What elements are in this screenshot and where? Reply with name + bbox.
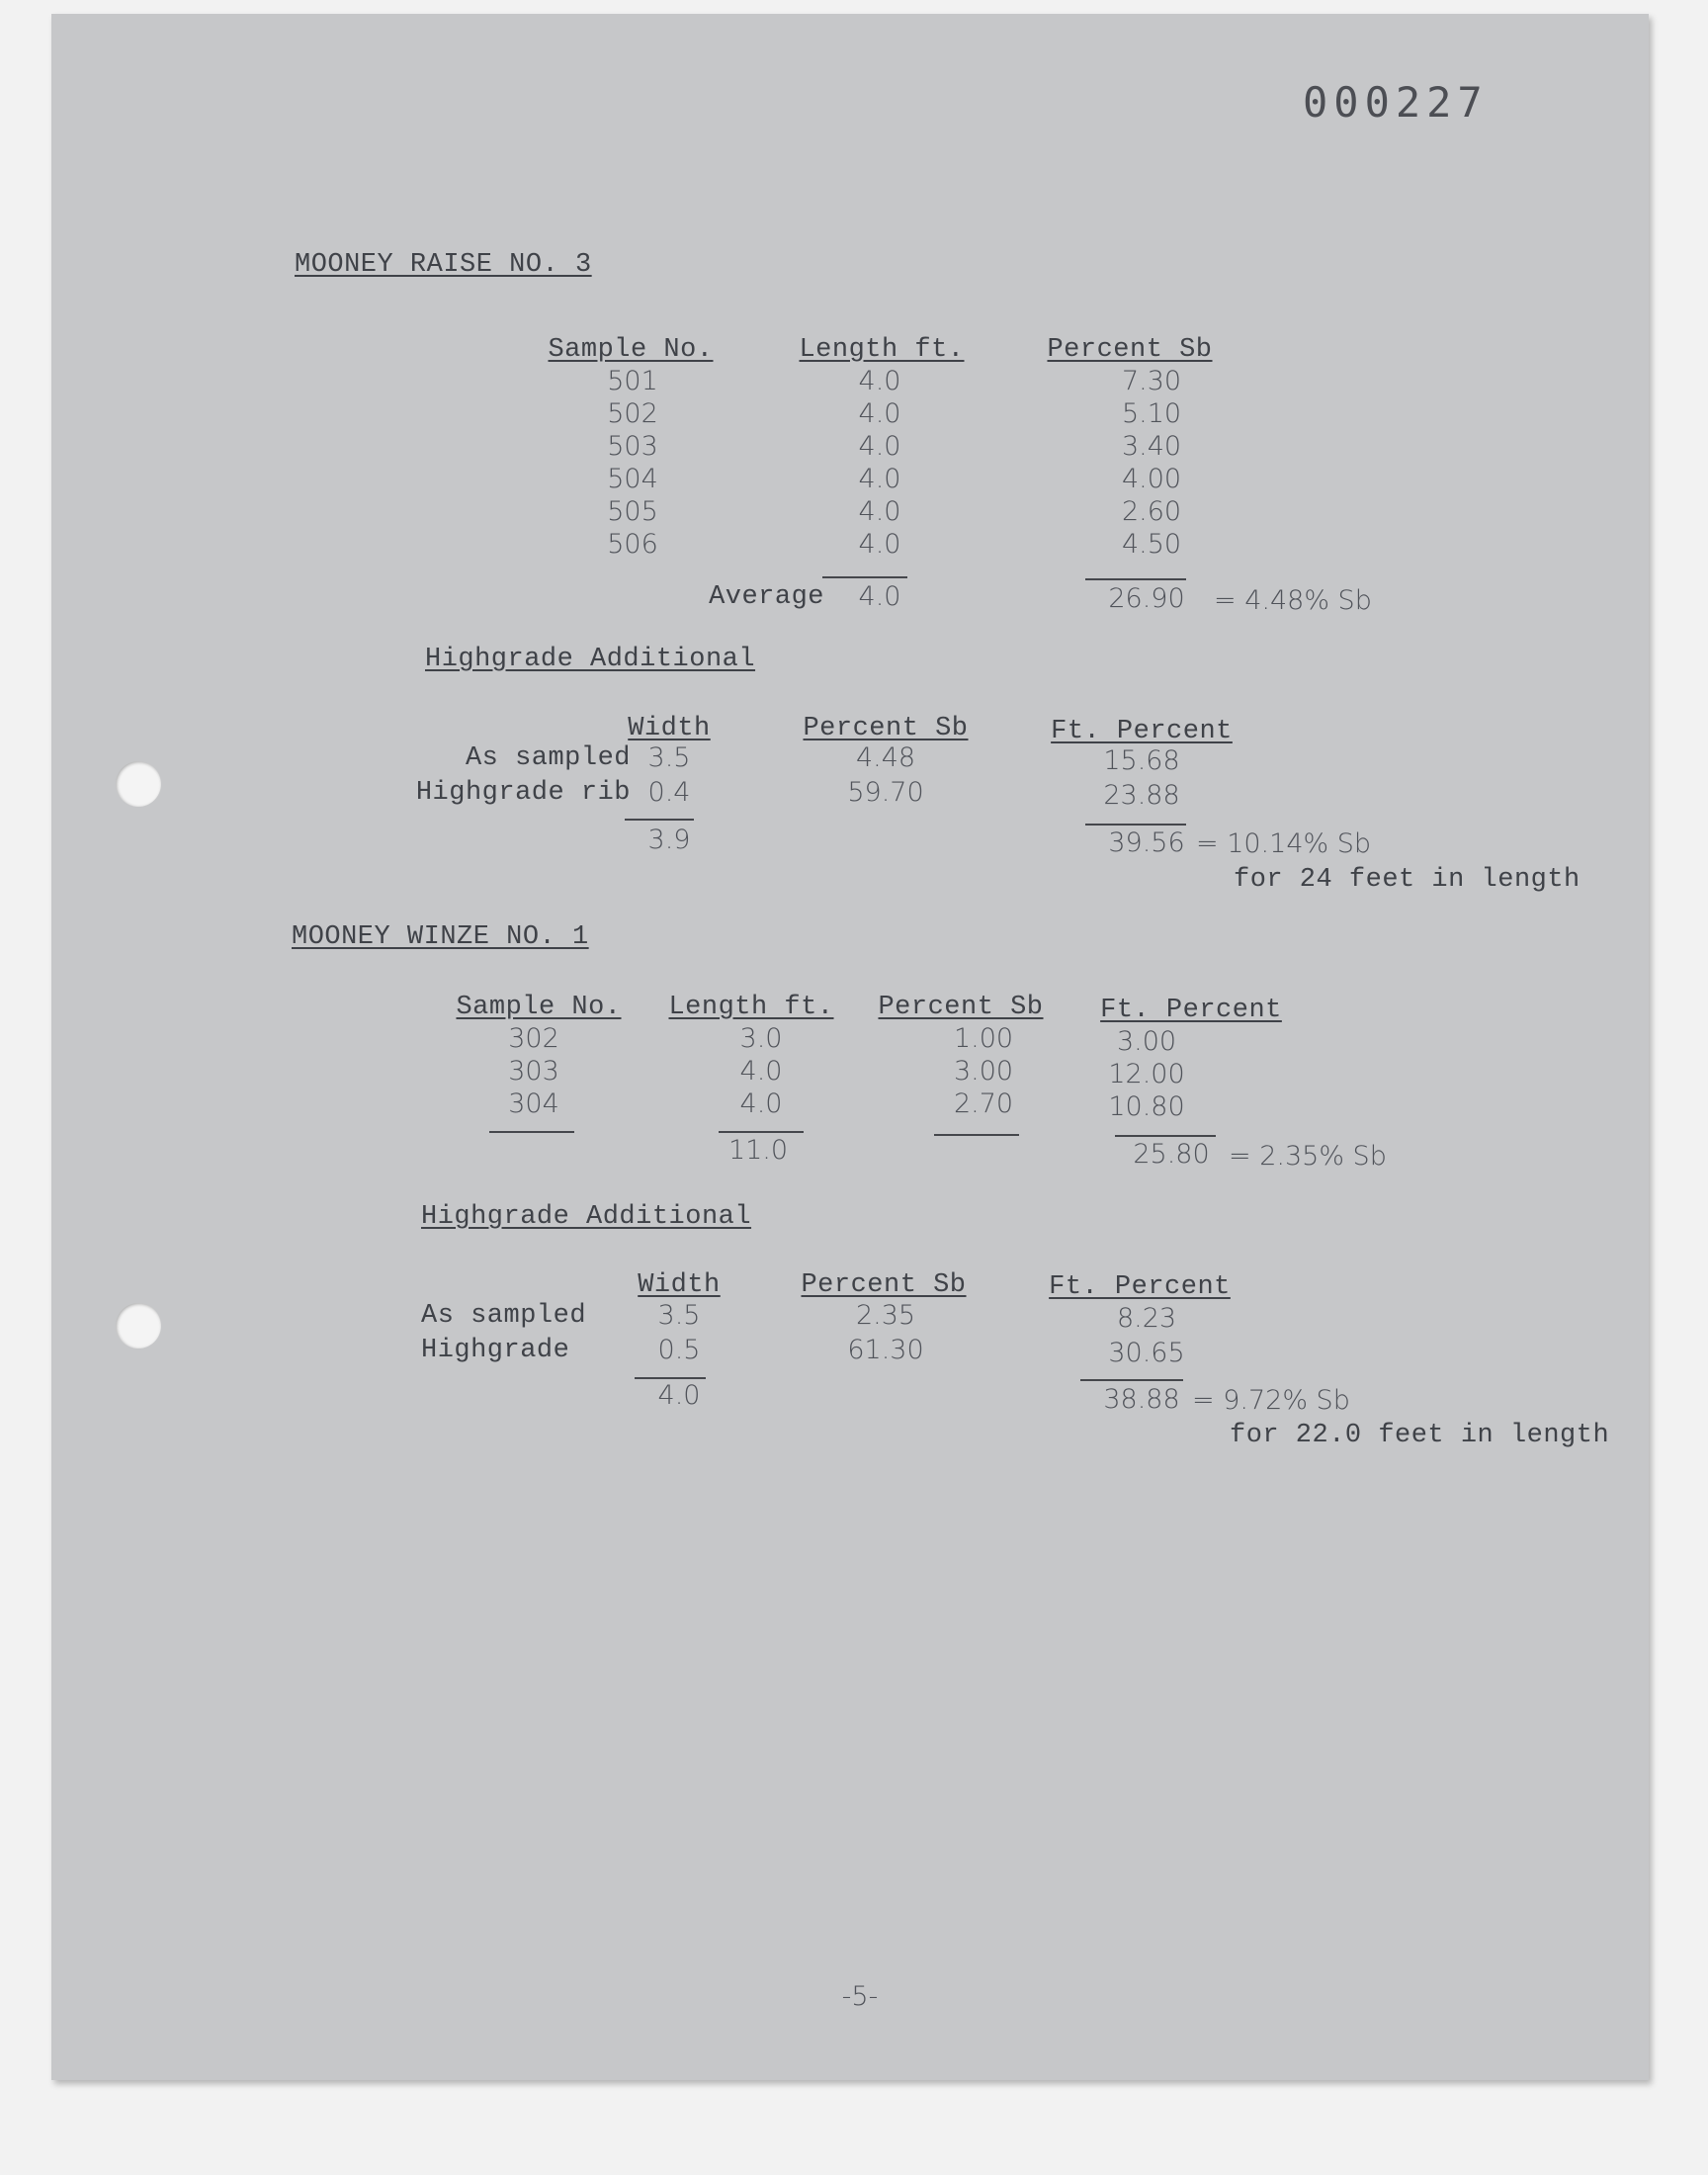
winze-hg-header-ftpercent: Ft. Percent — [1049, 1272, 1231, 1302]
raise-hg-total-width: 3.9 — [647, 825, 691, 855]
raise-result: = 4.48% Sb — [1214, 585, 1372, 616]
winze-hg-total-ftpercent: 38.88 — [1103, 1384, 1180, 1415]
punch-hole — [116, 761, 161, 807]
winze-length-cell: 4.0 — [739, 1088, 783, 1119]
sum-rule — [934, 1134, 1019, 1136]
raise-length-cell: 4.0 — [858, 464, 901, 494]
raise-sample-cell: 501 — [607, 366, 658, 396]
sum-rule — [1115, 1135, 1216, 1137]
raise-sample-cell: 505 — [607, 496, 658, 527]
sum-rule — [1080, 1379, 1183, 1381]
sum-rule — [635, 1377, 706, 1379]
winze-sample-cell: 303 — [508, 1056, 559, 1087]
raise-hg-width-cell: 3.5 — [647, 742, 691, 773]
raise-sample-cell: 503 — [607, 431, 658, 462]
raise-hg-result: = 10.14% Sb — [1196, 828, 1372, 859]
winze-sample-cell: 302 — [508, 1023, 559, 1054]
winze-hg-row-label: As sampled — [421, 1301, 587, 1331]
page-number: -5- — [841, 1981, 879, 2012]
winze-hg-width-cell: 3.5 — [657, 1300, 701, 1331]
sum-rule — [719, 1131, 804, 1133]
raise-sample-cell: 506 — [607, 529, 658, 560]
raise-percent-cell: 3.40 — [1121, 431, 1182, 462]
document-number: 000227 — [1303, 78, 1489, 127]
raise-header-sample: Sample No. — [548, 335, 714, 365]
winze-percent-cell: 1.00 — [953, 1023, 1014, 1054]
winze-total-length: 11.0 — [727, 1135, 789, 1166]
raise-sum-percent: 26.90 — [1108, 583, 1185, 614]
raise-header-length: Length ft. — [799, 335, 965, 365]
raise-hg-percent-cell: 59.70 — [847, 777, 924, 808]
winze-ftpercent-cell: 10.80 — [1108, 1091, 1185, 1122]
raise-header-percent: Percent Sb — [1047, 335, 1213, 365]
raise-sample-cell: 502 — [607, 398, 658, 429]
winze-hg-ftpercent-cell: 30.65 — [1108, 1338, 1185, 1368]
raise-average-label: Average — [709, 582, 824, 612]
winze-header-ftpercent: Ft. Percent — [1100, 996, 1282, 1025]
raise-hg-ftpercent-cell: 23.88 — [1103, 780, 1180, 811]
winze-hg-ftpercent-cell: 8.23 — [1116, 1303, 1177, 1334]
raise-hg-percent-cell: 4.48 — [855, 742, 916, 773]
document-page — [51, 14, 1649, 2080]
raise-highgrade-title: Highgrade Additional — [425, 645, 756, 674]
winze-sample-cell: 304 — [508, 1088, 559, 1119]
raise-length-cell: 4.0 — [858, 529, 901, 560]
raise-percent-cell: 5.10 — [1121, 398, 1182, 429]
raise-hg-header-percent: Percent Sb — [803, 714, 969, 743]
sum-rule — [625, 819, 694, 821]
winze-hg-percent-cell: 2.35 — [855, 1300, 916, 1331]
winze-hg-header-width: Width — [638, 1270, 721, 1300]
winze-total-ftpercent: 25.80 — [1133, 1139, 1210, 1170]
raise-percent-cell: 4.50 — [1121, 529, 1182, 560]
raise-title: MOONEY RAISE NO. 3 — [295, 250, 592, 280]
raise-hg-width-cell: 0.4 — [647, 777, 691, 808]
raise-hg-row-label: As sampled — [465, 743, 631, 773]
sum-rule — [489, 1131, 574, 1133]
raise-hg-row-label: Highgrade rib — [415, 778, 631, 808]
winze-hg-total-width: 4.0 — [657, 1380, 701, 1411]
winze-header-length: Length ft. — [668, 993, 834, 1022]
punch-hole — [116, 1303, 161, 1348]
raise-length-cell: 4.0 — [858, 431, 901, 462]
sum-rule — [1085, 578, 1186, 580]
winze-hg-header-percent: Percent Sb — [801, 1270, 967, 1300]
winze-ftpercent-cell: 12.00 — [1108, 1059, 1185, 1089]
winze-percent-cell: 2.70 — [953, 1088, 1014, 1119]
raise-hg-total-ftpercent: 39.56 — [1108, 827, 1185, 858]
raise-length-cell: 4.0 — [858, 366, 901, 396]
winze-length-cell: 4.0 — [739, 1056, 783, 1087]
winze-hg-percent-cell: 61.30 — [847, 1335, 924, 1365]
winze-percent-cell: 3.00 — [953, 1056, 1014, 1087]
winze-hg-width-cell: 0.5 — [657, 1335, 701, 1365]
winze-hg-length-note: for 22.0 feet in length — [1230, 1421, 1610, 1450]
raise-hg-length-note: for 24 feet in length — [1234, 865, 1580, 895]
winze-ftpercent-cell: 3.00 — [1116, 1026, 1177, 1057]
winze-length-cell: 3.0 — [739, 1023, 783, 1054]
raise-hg-header-ftpercent: Ft. Percent — [1051, 717, 1233, 746]
sum-rule — [1085, 824, 1186, 826]
raise-average-length: 4.0 — [858, 581, 901, 612]
raise-length-cell: 4.0 — [858, 398, 901, 429]
sum-rule — [822, 576, 907, 578]
raise-percent-cell: 4.00 — [1121, 464, 1182, 494]
raise-hg-header-width: Width — [628, 714, 711, 743]
winze-highgrade-title: Highgrade Additional — [421, 1202, 752, 1232]
winze-hg-result: = 9.72% Sb — [1192, 1385, 1350, 1416]
raise-length-cell: 4.0 — [858, 496, 901, 527]
raise-sample-cell: 504 — [607, 464, 658, 494]
winze-hg-row-label: Highgrade — [421, 1336, 570, 1365]
raise-percent-cell: 7.30 — [1121, 366, 1182, 396]
winze-header-percent: Percent Sb — [878, 993, 1044, 1022]
winze-result: = 2.35% Sb — [1229, 1141, 1387, 1172]
raise-hg-ftpercent-cell: 15.68 — [1103, 745, 1180, 776]
winze-header-sample: Sample No. — [456, 993, 622, 1022]
winze-title: MOONEY WINZE NO. 1 — [292, 922, 589, 952]
raise-percent-cell: 2.60 — [1121, 496, 1182, 527]
